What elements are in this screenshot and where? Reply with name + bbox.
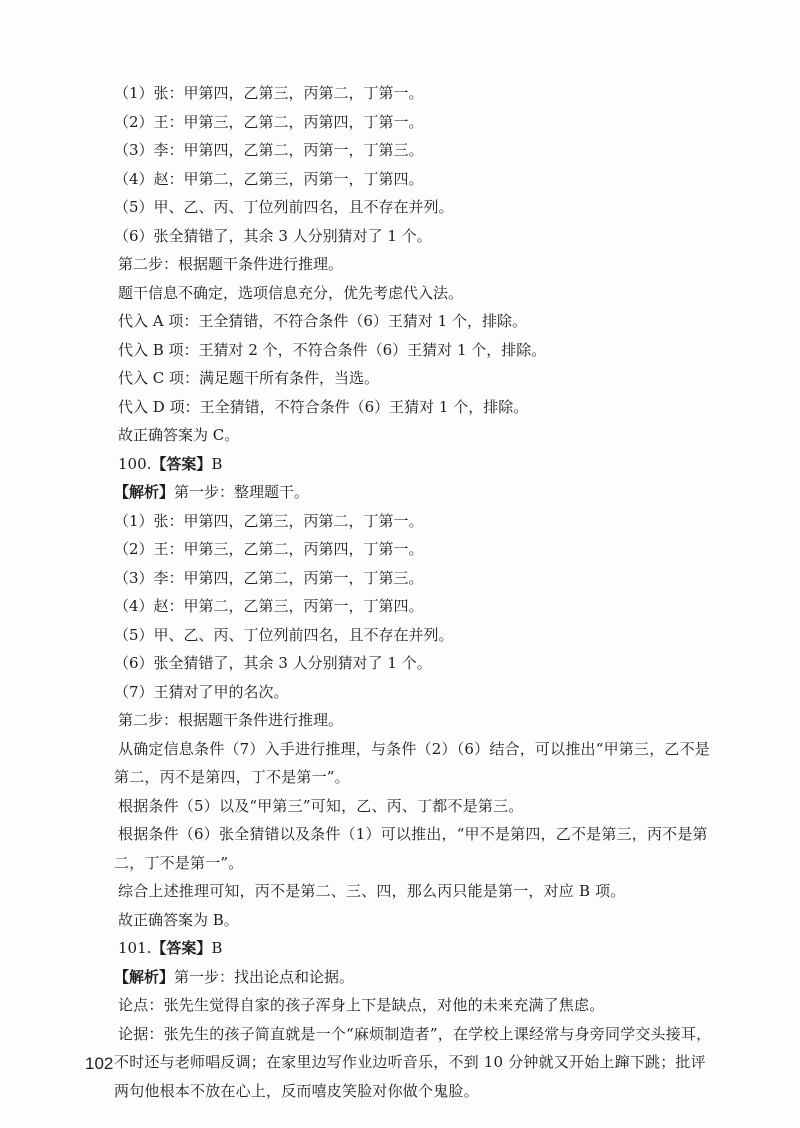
q100-number: 100. (118, 454, 152, 473)
page-text (114, 79, 718, 1105)
q99-method: 题干信息不确定，选项信息充分，优先考虑代入法。 (118, 283, 464, 302)
q99-line-5: （5）甲、乙、丙、丁位列前四名，且不存在并列。 (114, 198, 454, 216)
q99-option-b: 代入 B 项：王猜对 2 个，不符合条件（6）王猜对 1 个，排除。 (118, 340, 547, 359)
q100-analysis-step1: 第一步：整理题干。 (174, 483, 310, 501)
q100-analysis-label: 【解析】 (114, 483, 175, 501)
q101-thesis: 论点：张先生觉得自家的孩子浑身上下是缺点，对他的未来充满了焦虑。 (118, 996, 605, 1014)
q99-line-4: （4）赵：甲第二，乙第三，丙第一，丁第四。 (114, 169, 424, 188)
q99-line-2: （2）王：甲第三，乙第二，丙第四，丁第一。 (114, 112, 424, 131)
q100-answer-label: 【答案】 (151, 454, 212, 473)
q99-option-a: 代入 A 项：王全猜错，不符合条件（6）王猜对 1 个，排除。 (118, 312, 527, 330)
q101-answer-line (114, 934, 718, 963)
q100-reasoning-4: 综合上述推理可知，丙不是第二、三、四，那么丙只能是第一，对应 B 项。 (118, 882, 626, 900)
q101-answer-value: B (211, 939, 223, 957)
q100-condition-1: （1）张：甲第四，乙第三，丙第二，丁第一。 (114, 511, 424, 530)
q99-line-6: （6）张全猜错了，其余 3 人分别猜对了 1 个。 (114, 226, 432, 245)
q100-condition-2: （2）王：甲第三，乙第二，丙第四，丁第一。 (114, 540, 424, 558)
q101-analysis-label: 【解析】 (114, 967, 175, 986)
q100-answer-value: B (211, 454, 223, 473)
q100-step2: 第二步：根据题干条件进行推理。 (118, 711, 344, 729)
q101-evidence: 论据：张先生的孩子简直就是一个“麻烦制造者”，在学校上课经常与身旁同学交头接耳，不时还与老师唱反调；在家里边写作业边听音乐，不到 10 分钟就又开始上蹿下跳；批评两句他根本不放在心上，反而嘻皮笑脸对你做个鬼脸。 (114, 1024, 712, 1100)
q99-line-1: （1）张：甲第四，乙第三，丙第二，丁第一。 (114, 84, 424, 102)
q100-condition-7: （7）王猜对了甲的名次。 (114, 682, 289, 701)
q100-analysis-line (114, 478, 718, 507)
q99-line-3: （3）李：甲第四，乙第二，丙第一，丁第三。 (114, 141, 424, 159)
page-number: 102 (85, 1054, 114, 1073)
q99-option-c: 代入 C 项：满足题干所有条件，当选。 (118, 369, 380, 387)
q99-conclusion: 故正确答案为 C。 (118, 426, 240, 444)
q101-answer-label: 【答案】 (151, 939, 212, 957)
q100-conclusion: 故正确答案为 B。 (118, 910, 239, 929)
q101-analysis-line (114, 963, 718, 992)
q99-option-d: 代入 D 项：王全猜错，不符合条件（6）王猜对 1 个，排除。 (118, 397, 529, 416)
q100-reasoning-2: 根据条件（5）以及“甲第三”可知，乙、丙、丁都不是第三。 (118, 796, 524, 815)
q100-condition-4: （4）赵：甲第二，乙第三，丙第一，丁第四。 (114, 597, 424, 615)
q100-reasoning-3: 根据条件（6）张全猜错以及条件（1）可以推出，“甲不是第四，乙不是第三，丙不是第二，丁不是第一”。 (114, 825, 708, 872)
q101-number: 101. (118, 939, 152, 957)
q101-analysis-step1: 第一步：找出论点和论据。 (174, 967, 355, 986)
q100-condition-6: （6）张全猜错了，其余 3 人分别猜对了 1 个。 (114, 654, 432, 672)
q100-condition-3: （3）李：甲第四，乙第二，丙第一，丁第三。 (114, 568, 424, 587)
q99-step2: 第二步：根据题干条件进行推理。 (118, 255, 344, 273)
q100-reasoning-1: 从确定信息条件（7）入手进行推理，与条件（2）（6）结合，可以推出“甲第三，乙不是第二，丙不是第四，丁不是第一”。 (114, 739, 711, 786)
q100-answer-line (114, 450, 718, 479)
q100-condition-5: （5）甲、乙、丙、丁位列前四名，且不存在并列。 (114, 625, 454, 644)
